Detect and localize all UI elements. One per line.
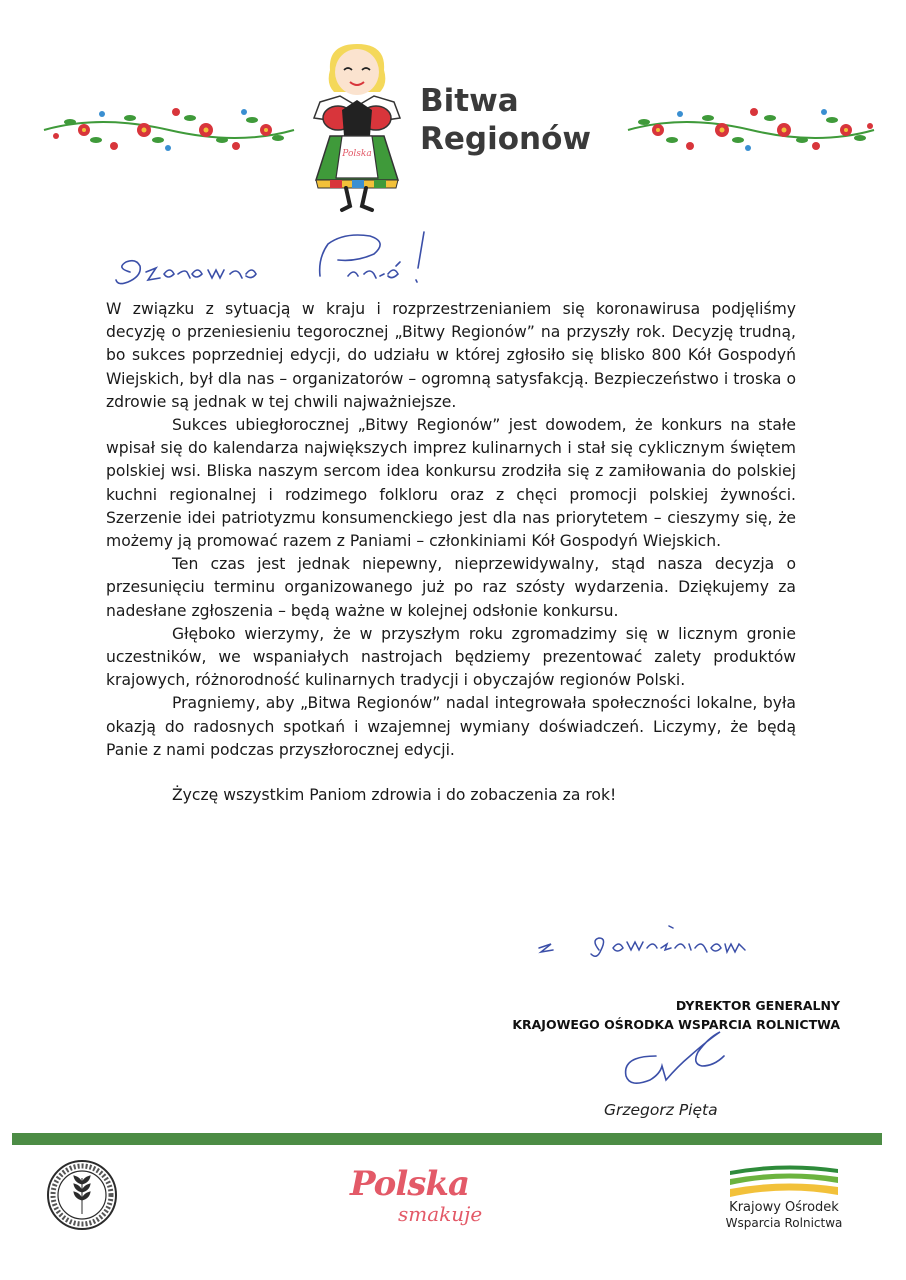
- polska-word: Polska: [350, 1164, 469, 1204]
- ministry-seal-icon: [45, 1158, 119, 1232]
- letter-paragraph-4: Głęboko wierzymy, że w przyszłym roku zgromadzimy się w licznym gronie uczestników, we wspaniałych nastrojach będziemy prezentować zalety produktów krajowych, różnorodność kulinarnych tradycji i obyczajów regionów Polski.: [106, 624, 796, 690]
- handwritten-salutation: [112, 228, 442, 290]
- letter-paragraph-2: Sukces ubiegłorocznej „Bitwy Regionów” jest dowodem, że konkurs na stałe wpisał się do kalendarza największych imprez kulinarnych i stał się cyklicznym świętem polskiej wsi. Bliska naszym sercom idea konkursu zrodziła się z zamiłowania do polskiej kuchni regionalnej i rodzimego folkloru oraz z chęci promocji polskiej żywności. Szerzenie idei patriotyzmu konsumenckiego jest dla nas priorytetem – cieszymy się, że możemy ją promować razem z Paniami – członkiniami Kół Gospodyń Wiejskich.: [106, 416, 796, 551]
- kowr-line-2: Wsparcia Rolnictwa: [725, 1216, 843, 1230]
- smakuje-word: smakuje: [398, 1202, 483, 1226]
- folk-garland-left: [40, 100, 298, 158]
- folk-garland-right: [624, 100, 878, 158]
- mascot-doll-icon: [300, 40, 415, 215]
- footer-green-bar: [12, 1133, 882, 1145]
- kowr-line-1: Krajowy Ośrodek: [729, 1200, 839, 1215]
- letter-paragraph-5: Pragniemy, aby „Bitwa Regionów” nadal integrowała społeczności lokalne, była okazją do radosnych spotkań i wzajemnej wymiany doświadczeń. Liczymy, że będą Panie z nami podczas przyszłorocznej edycji.: [106, 694, 796, 759]
- letter-body: [106, 298, 796, 807]
- letter-closing: Życzę wszystkim Paniom zdrowia i do zobaczenia za rok!: [172, 786, 617, 805]
- letter-paragraph-3: Ten czas jest jednak niepewny, nieprzewidywalny, stąd nasza decyzja o przesunięciu terminu organizowanego już po raz szósty wydarzenia. Dziękujemy za nadesłane zgłoszenia – będą ważne w kolejnej odsłonie konkursu.: [106, 555, 796, 620]
- signature-title-line-1: DYREKTOR GENERALNY: [675, 998, 840, 1013]
- kowr-name: [718, 1200, 850, 1231]
- polska-smakuje-logo: [338, 1162, 508, 1232]
- signature-title-line-2: KRAJOWEGO OŚRODKA WSPARCIA ROLNICTWA: [512, 1017, 840, 1032]
- letter-paragraph-1: W związku z sytuacją w kraju i rozprzestrzenianiem się koronawirusa podjęliśmy decyzję o przeniesieniu tegorocznej „Bitwy Regionów” na przyszły rok. Decyzję trudną, bo sukces poprzedniej edycji, do udziału w której zgłosiło się blisko 800 Kół Gospodyń Wiejskich, był dla nas – organizatorów – ogromną satysfakcją. Bezpieczeństwo i troska o zdrowie są jednak w tej chwili najważniejsze.: [106, 300, 796, 411]
- kowr-logo-icon: [728, 1163, 840, 1199]
- brand-line-1: Bitwa: [420, 83, 519, 119]
- handwritten-regards: [535, 920, 755, 958]
- brand-title: [420, 82, 591, 158]
- svg-text:Polska: Polska: [342, 149, 372, 159]
- handwritten-signature: [612, 1026, 732, 1092]
- signer-name: Grzegorz Pięta: [604, 1101, 718, 1119]
- brand-line-2: Regionów: [420, 121, 592, 157]
